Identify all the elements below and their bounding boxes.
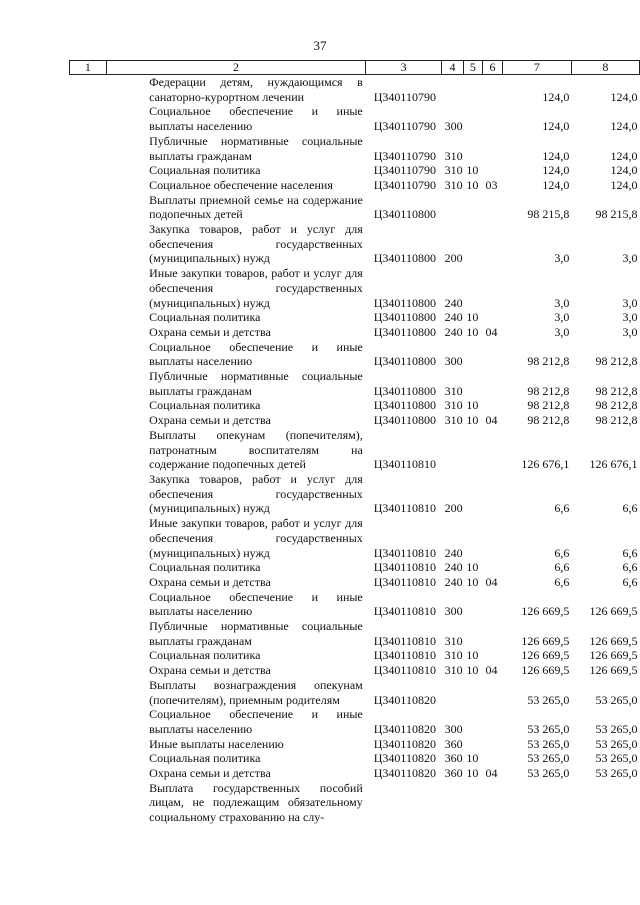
table-body <box>70 75 640 825</box>
row-name: Охрана семьи и детства <box>149 663 271 678</box>
table-row <box>70 310 640 325</box>
row-name: Иные закупки товаров, работ и услуг для обеспечения государственных (муниципальных) нужд <box>149 266 363 310</box>
amount-year-2: 3,0 <box>622 251 638 266</box>
column-header: 4 <box>442 61 464 75</box>
section-code <box>463 707 482 736</box>
empty-cell <box>70 134 107 163</box>
amount-year-1: 53 265,0 <box>527 692 570 707</box>
target-code: Ц340110800 <box>373 310 436 325</box>
amount-year-2: 126 676,1 <box>589 457 638 472</box>
table-row <box>70 222 640 266</box>
expense-type-code: 300 <box>444 119 463 134</box>
amount-year-1: 124,0 <box>542 89 570 104</box>
target-code: Ц340110790 <box>373 177 436 192</box>
amount-year-1 <box>502 781 571 825</box>
section-code: 10 <box>466 398 479 413</box>
subsection-code <box>482 193 502 222</box>
amount-year-2: 98 212,8 <box>595 354 638 369</box>
amount-year-1: 124,0 <box>542 119 570 134</box>
amount-year-2: 6,6 <box>622 560 638 575</box>
amount-year-1: 124,0 <box>542 148 570 163</box>
subsection-code <box>482 560 502 575</box>
column-header: 1 <box>70 61 107 75</box>
column-header: 7 <box>502 61 571 75</box>
expense-type-code: 360 <box>444 736 463 751</box>
amount-year-2: 124,0 <box>610 177 638 192</box>
empty-cell <box>70 104 107 133</box>
amount-year-2: 53 265,0 <box>595 736 638 751</box>
target-code: Ц340110800 <box>373 398 436 413</box>
expense-type-code: 310 <box>444 633 463 648</box>
section-code <box>463 737 482 752</box>
table-row <box>70 340 640 369</box>
section-code <box>463 781 482 825</box>
expense-type-code: 360 <box>444 766 463 781</box>
column-header: 8 <box>571 61 639 75</box>
amount-year-1: 53 265,0 <box>527 736 570 751</box>
row-name: Социальная политика <box>149 310 261 325</box>
empty-cell <box>70 707 107 736</box>
row-name: Социальное обеспечение и иные выплаты населению <box>149 104 363 134</box>
subsection-code: 04 <box>485 324 498 339</box>
target-code: Ц340110810 <box>373 663 436 678</box>
subsection-code <box>482 781 502 825</box>
target-code: Ц340110820 <box>373 692 436 707</box>
table-row <box>70 398 640 413</box>
table-row <box>70 781 640 825</box>
section-code <box>463 472 482 516</box>
section-code <box>463 104 482 133</box>
amount-year-2: 98 212,8 <box>595 398 638 413</box>
empty-cell <box>70 310 107 325</box>
subsection-code <box>482 398 502 413</box>
row-name: Социальная политика <box>149 398 261 413</box>
amount-year-1: 126 669,5 <box>521 648 570 663</box>
row-name: Выплата государственных пособий лицам, не подлежащим обязательному социальному страхованию на слу- <box>149 780 363 825</box>
empty-cell <box>70 398 107 413</box>
amount-year-2: 6,6 <box>622 574 638 589</box>
amount-year-1: 6,6 <box>554 501 570 516</box>
amount-year-1: 3,0 <box>554 324 570 339</box>
empty-cell <box>70 325 107 340</box>
table-row <box>70 648 640 663</box>
row-name: Публичные нормативные социальные выплаты гражданам <box>149 133 363 163</box>
target-code: Ц340110790 <box>373 163 436 178</box>
row-name: Охрана семьи и детства <box>149 413 271 428</box>
column-header: 2 <box>106 61 366 75</box>
expense-type-code: 240 <box>444 324 463 339</box>
section-code <box>463 193 482 222</box>
row-name: Социальное обеспечение и иные выплаты населению <box>149 339 363 369</box>
table-row <box>70 472 640 516</box>
empty-cell <box>70 428 107 472</box>
column-header: 6 <box>482 61 502 75</box>
target-code: Ц340110810 <box>373 633 436 648</box>
amount-year-1: 6,6 <box>554 574 570 589</box>
empty-cell <box>70 75 107 105</box>
target-code: Ц340110820 <box>373 751 436 766</box>
expense-type-code: 240 <box>444 574 463 589</box>
section-code <box>463 619 482 648</box>
section-code <box>463 428 482 472</box>
empty-cell <box>70 560 107 575</box>
target-code: Ц340110810 <box>373 560 436 575</box>
amount-year-1: 98 212,8 <box>527 383 570 398</box>
subsection-code <box>482 428 502 472</box>
row-name: Иные закупки товаров, работ и услуг для обеспечения государственных (муниципальных) нужд <box>149 516 363 560</box>
amount-year-1: 53 265,0 <box>527 751 570 766</box>
table-row <box>70 193 640 222</box>
subsection-code <box>482 266 502 310</box>
amount-year-2: 53 265,0 <box>595 751 638 766</box>
empty-cell <box>70 751 107 766</box>
row-name: Социальная политика <box>149 163 261 178</box>
empty-cell <box>70 178 107 193</box>
amount-year-2: 124,0 <box>610 163 638 178</box>
section-code: 10 <box>466 560 479 575</box>
target-code: Ц340110820 <box>373 766 436 781</box>
empty-cell <box>70 369 107 398</box>
amount-year-1: 98 212,8 <box>527 413 570 428</box>
table-row <box>70 134 640 163</box>
target-code: Ц340110810 <box>373 604 436 619</box>
table-row <box>70 766 640 781</box>
table-row <box>70 163 640 178</box>
section-code: 10 <box>466 751 479 766</box>
amount-year-2: 124,0 <box>610 89 638 104</box>
budget-table <box>69 60 640 825</box>
target-code: Ц340110790 <box>373 148 436 163</box>
amount-year-2: 53 265,0 <box>595 766 638 781</box>
amount-year-2: 98 215,8 <box>595 207 638 222</box>
row-name: Публичные нормативные социальные выплаты гражданам <box>149 619 363 648</box>
section-code <box>463 590 482 619</box>
amount-year-2: 3,0 <box>622 295 638 310</box>
section-code <box>463 678 482 707</box>
empty-cell <box>70 781 107 825</box>
target-code: Ц340110810 <box>373 457 436 472</box>
table-row <box>70 560 640 575</box>
section-code: 10 <box>466 663 479 678</box>
row-name: Иные выплаты населению <box>149 736 284 751</box>
row-name: Публичные нормативные социальные выплаты гражданам <box>149 369 363 398</box>
expense-type-code <box>442 193 464 222</box>
target-code: Ц340110790 <box>373 119 436 134</box>
table-row <box>70 266 640 310</box>
amount-year-2: 126 669,5 <box>589 648 638 663</box>
section-code <box>463 75 482 105</box>
table-row <box>70 178 640 193</box>
empty-cell <box>70 193 107 222</box>
target-code: Ц340110820 <box>373 736 436 751</box>
section-code: 10 <box>466 574 479 589</box>
row-name: Охрана семьи и детства <box>149 324 271 339</box>
expense-type-code: 240 <box>444 295 463 310</box>
amount-year-1: 98 212,8 <box>527 398 570 413</box>
subsection-code <box>482 619 502 648</box>
subsection-code <box>482 310 502 325</box>
amount-year-2: 3,0 <box>622 324 638 339</box>
target-code: Ц340110800 <box>373 295 436 310</box>
row-name: Закупка товаров, работ и услуг для обеспечения государственных (муниципальных) нужд <box>149 222 363 266</box>
expense-type-code: 200 <box>444 501 463 516</box>
row-name: Социальное обеспечение населения <box>149 177 333 192</box>
target-code: Ц340110800 <box>373 413 436 428</box>
table-row <box>70 428 640 472</box>
row-name: Закупка товаров, работ и услуг для обеспечения государственных (муниципальных) нужд <box>149 471 363 516</box>
section-code <box>463 340 482 369</box>
target-code: Ц340110810 <box>373 501 436 516</box>
section-code <box>463 516 482 560</box>
expense-type-code: 310 <box>444 648 463 663</box>
section-code <box>463 369 482 398</box>
subsection-code: 04 <box>485 766 498 781</box>
subsection-code <box>482 678 502 707</box>
subsection-code <box>482 134 502 163</box>
empty-cell <box>70 619 107 648</box>
table-row <box>70 575 640 590</box>
empty-cell <box>70 163 107 178</box>
target-code: Ц340110800 <box>373 383 436 398</box>
amount-year-2: 126 669,5 <box>589 633 638 648</box>
section-code <box>463 266 482 310</box>
section-code <box>463 134 482 163</box>
amount-year-2: 3,0 <box>622 310 638 325</box>
empty-cell <box>70 678 107 707</box>
amount-year-2: 126 669,5 <box>589 663 638 678</box>
subsection-code <box>482 163 502 178</box>
expense-type-code: 310 <box>444 177 463 192</box>
table-row <box>70 325 640 340</box>
expense-type-code: 240 <box>444 310 463 325</box>
amount-year-2: 98 212,8 <box>595 383 638 398</box>
row-name: Охрана семьи и детства <box>149 574 271 589</box>
expense-type-code: 360 <box>444 751 463 766</box>
amount-year-1: 3,0 <box>554 251 570 266</box>
amount-year-2: 126 669,5 <box>589 604 638 619</box>
expense-type-code: 240 <box>444 560 463 575</box>
empty-cell <box>70 222 107 266</box>
empty-cell <box>70 737 107 752</box>
amount-year-2: 6,6 <box>622 501 638 516</box>
subsection-code <box>482 751 502 766</box>
column-header: 5 <box>463 61 482 75</box>
subsection-code <box>482 516 502 560</box>
subsection-code <box>482 340 502 369</box>
expense-type-code: 300 <box>444 604 463 619</box>
expense-type-code <box>442 781 464 825</box>
table-row <box>70 590 640 619</box>
expense-type-code: 310 <box>444 383 463 398</box>
section-code: 10 <box>466 177 479 192</box>
row-name: Охрана семьи и детства <box>149 766 271 781</box>
row-name: Социальная политика <box>149 751 261 766</box>
table-row <box>70 619 640 648</box>
expense-type-code: 240 <box>444 545 463 560</box>
section-code: 10 <box>466 766 479 781</box>
subsection-code <box>482 737 502 752</box>
subsection-code <box>482 472 502 516</box>
empty-cell <box>70 663 107 678</box>
column-header: 3 <box>366 61 442 75</box>
empty-cell <box>70 575 107 590</box>
amount-year-1: 53 265,0 <box>527 721 570 736</box>
table-row <box>70 737 640 752</box>
amount-year-1: 6,6 <box>554 560 570 575</box>
amount-year-2: 98 212,8 <box>595 413 638 428</box>
empty-cell <box>70 766 107 781</box>
amount-year-2: 53 265,0 <box>595 692 638 707</box>
section-code: 10 <box>466 310 479 325</box>
amount-year-1: 126 669,5 <box>521 663 570 678</box>
section-code: 10 <box>466 648 479 663</box>
expense-type-code: 310 <box>444 148 463 163</box>
expense-type-code: 200 <box>444 251 463 266</box>
target-code: Ц340110800 <box>373 207 436 222</box>
empty-cell <box>70 413 107 428</box>
empty-cell <box>70 266 107 310</box>
subsection-code: 04 <box>485 574 498 589</box>
table-row <box>70 516 640 560</box>
section-code: 10 <box>466 324 479 339</box>
expense-type-code <box>442 75 464 105</box>
subsection-code <box>482 590 502 619</box>
amount-year-1: 126 676,1 <box>521 457 570 472</box>
amount-year-1: 126 669,5 <box>521 604 570 619</box>
column-number-row <box>70 61 640 75</box>
expense-type-code: 310 <box>444 413 463 428</box>
empty-cell <box>70 472 107 516</box>
subsection-code <box>482 707 502 736</box>
subsection-code: 03 <box>485 177 498 192</box>
expense-type-code <box>442 428 464 472</box>
subsection-code: 04 <box>485 413 498 428</box>
table-row <box>70 707 640 736</box>
table-row <box>70 104 640 133</box>
target-code <box>366 781 442 825</box>
target-code: Ц340110800 <box>373 324 436 339</box>
row-name: Федерации детям, нуждающимся в санаторно-курортном лечении <box>149 75 363 104</box>
amount-year-2: 6,6 <box>622 545 638 560</box>
subsection-code: 04 <box>485 663 498 678</box>
table-row <box>70 75 640 105</box>
row-name: Выплаты приемной семье на содержание подопечных детей <box>149 192 363 222</box>
target-code: Ц340110800 <box>373 354 436 369</box>
amount-year-1: 98 212,8 <box>527 354 570 369</box>
amount-year-1: 124,0 <box>542 177 570 192</box>
table-row <box>70 369 640 398</box>
table-row <box>70 751 640 766</box>
amount-year-2: 124,0 <box>610 119 638 134</box>
row-name: Выплаты вознаграждения опекунам (попечителям), приемным родителям <box>149 677 363 707</box>
expense-type-code: 310 <box>444 398 463 413</box>
row-name: Социальное обеспечение и иные выплаты населению <box>149 589 363 619</box>
table-row <box>70 413 640 428</box>
expense-type-code: 300 <box>444 354 463 369</box>
amount-year-1: 126 669,5 <box>521 633 570 648</box>
subsection-code <box>482 222 502 266</box>
row-name: Социальное обеспечение и иные выплаты населению <box>149 707 363 736</box>
section-code: 10 <box>466 163 479 178</box>
expense-type-code: 300 <box>444 721 463 736</box>
target-code: Ц340110810 <box>373 545 436 560</box>
table-row <box>70 678 640 707</box>
expense-type-code: 310 <box>444 163 463 178</box>
page-number: 37 <box>313 38 327 53</box>
target-code: Ц340110820 <box>373 721 436 736</box>
section-code <box>463 222 482 266</box>
subsection-code <box>482 75 502 105</box>
empty-cell <box>70 648 107 663</box>
amount-year-2 <box>571 781 639 825</box>
row-name: Выплаты опекунам (попечителям), патронатным воспитателям на содержание подопечных детей <box>149 427 363 472</box>
amount-year-1: 6,6 <box>554 545 570 560</box>
target-code: Ц340110790 <box>373 89 436 104</box>
empty-cell <box>70 590 107 619</box>
amount-year-1: 3,0 <box>554 310 570 325</box>
amount-year-2: 124,0 <box>610 148 638 163</box>
section-code: 10 <box>466 413 479 428</box>
expense-type-code: 310 <box>444 663 463 678</box>
row-name: Социальная политика <box>149 560 261 575</box>
empty-cell <box>70 340 107 369</box>
target-code: Ц340110810 <box>373 648 436 663</box>
amount-year-1: 3,0 <box>554 295 570 310</box>
target-code: Ц340110800 <box>373 251 436 266</box>
subsection-code <box>482 104 502 133</box>
row-name: Социальная политика <box>149 648 261 663</box>
subsection-code <box>482 648 502 663</box>
amount-year-1: 53 265,0 <box>527 766 570 781</box>
empty-cell <box>70 516 107 560</box>
expense-type-code <box>442 678 464 707</box>
amount-year-1: 124,0 <box>542 163 570 178</box>
target-code: Ц340110810 <box>373 574 436 589</box>
amount-year-2: 53 265,0 <box>595 721 638 736</box>
amount-year-1: 98 215,8 <box>527 207 570 222</box>
subsection-code <box>482 369 502 398</box>
table-row <box>70 663 640 678</box>
